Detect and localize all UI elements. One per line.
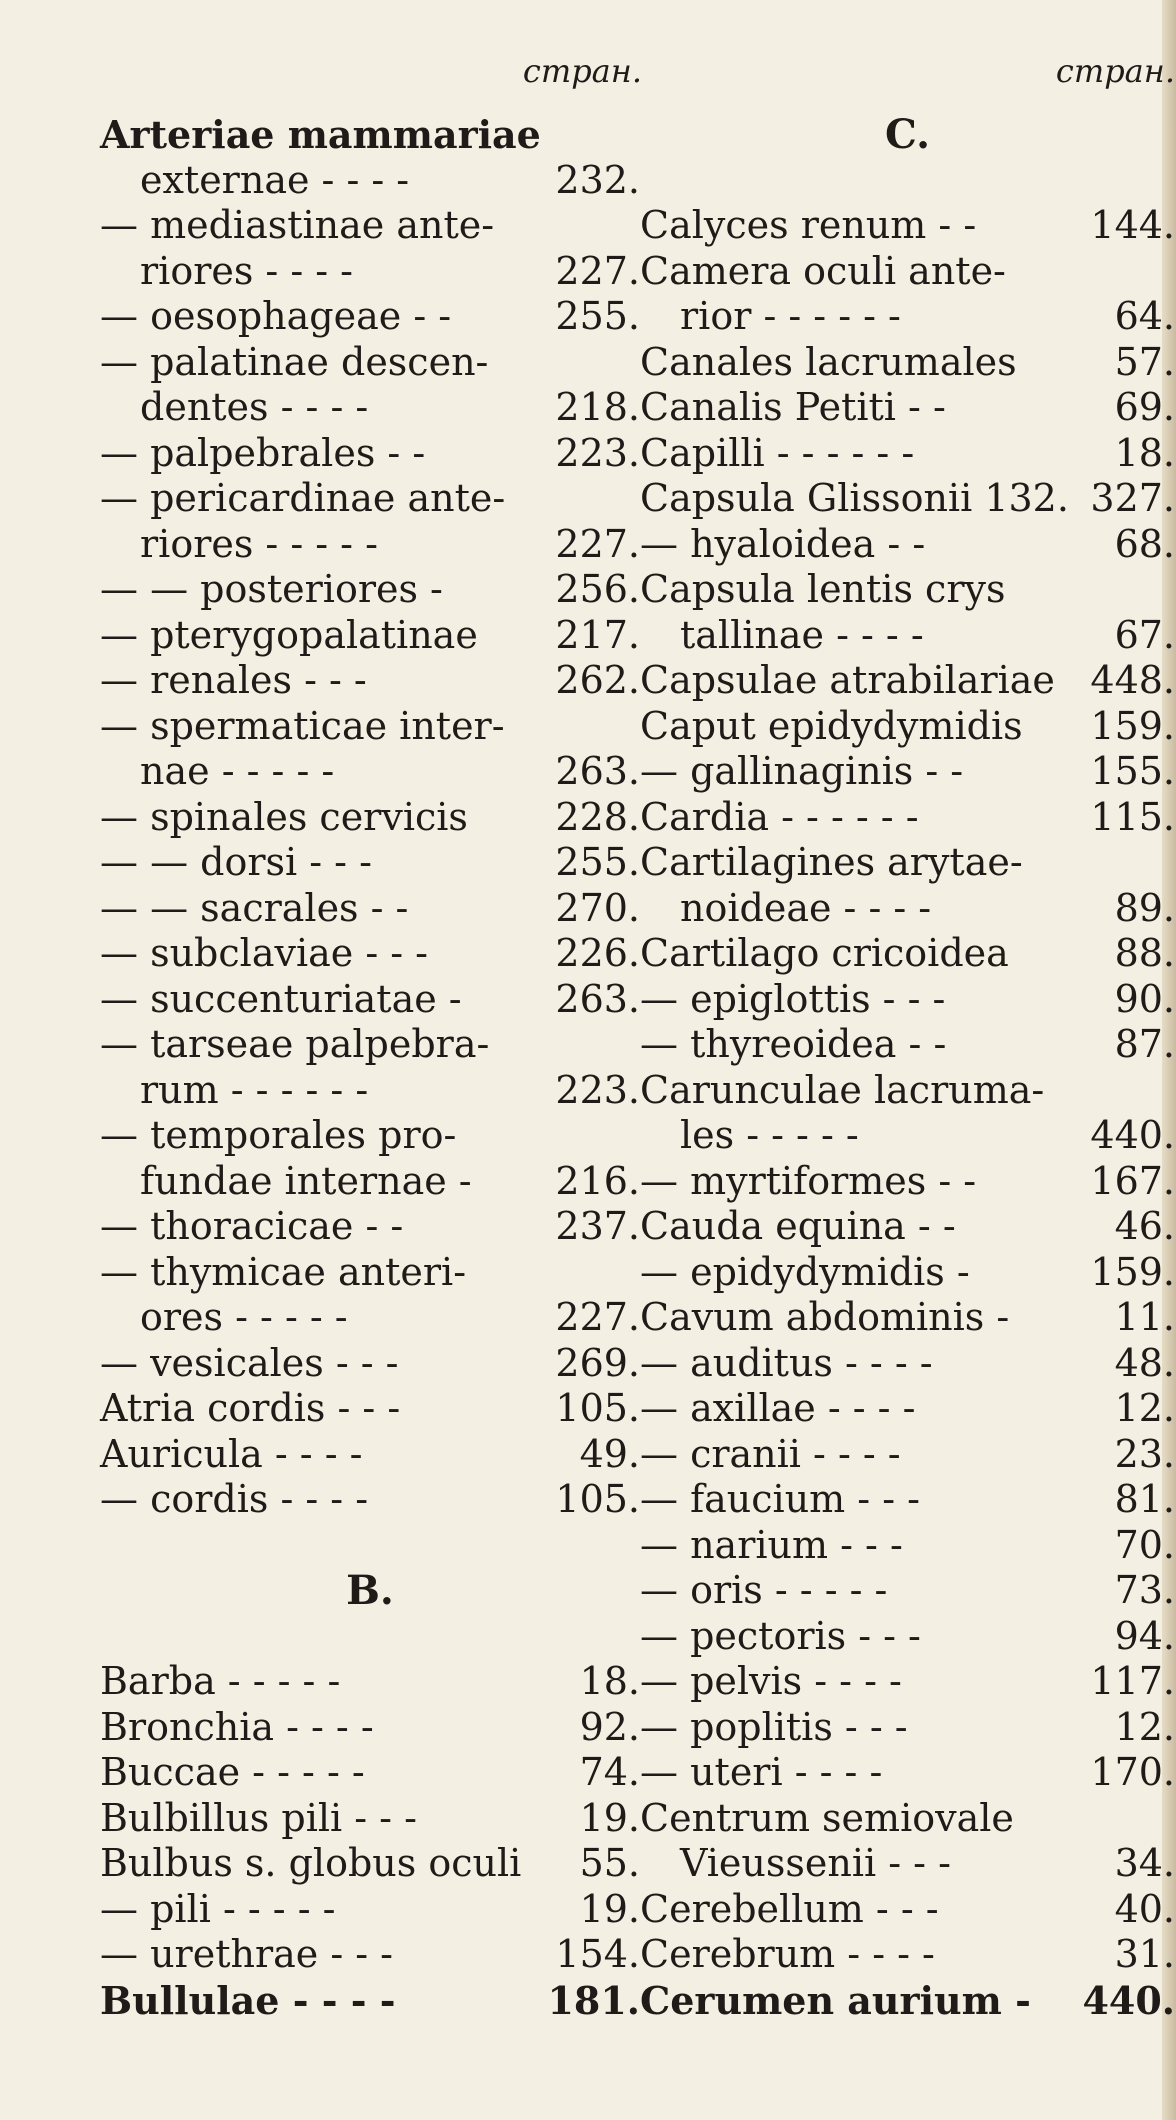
index-entry	[640, 840, 1175, 886]
index-entry	[640, 1659, 1175, 1705]
entry-term: — subclaviae - - -	[100, 931, 428, 975]
index-entry	[640, 1614, 1175, 1660]
entry-term: Capilli - - - - - -	[640, 430, 915, 475]
entry-page-number: 144.	[1090, 203, 1175, 247]
entry-term: Cartilagines arytae-	[640, 840, 1023, 884]
index-entry	[640, 1113, 1175, 1159]
entry-page-number: 223.	[555, 1067, 640, 1112]
entry-term: Canales lacrumales	[640, 339, 1017, 384]
entry-term: — spinales cervicis	[100, 794, 468, 839]
index-entry	[640, 1523, 1175, 1569]
entry-page-number: 255.	[555, 840, 640, 884]
entry-term: tallinae - - - -	[680, 612, 924, 657]
index-entry	[640, 704, 1175, 750]
entry-page-number: 440.	[1090, 1113, 1175, 1157]
section-letter: C.	[884, 111, 931, 158]
entry-term: riores - - - - -	[140, 521, 378, 566]
entry-term: Bulbillus pili - - -	[100, 1795, 417, 1840]
entry-term: — pelvis - - - -	[640, 1659, 902, 1703]
index-entry	[640, 1750, 1175, 1796]
entry-page-number: 40.	[1114, 1886, 1175, 1931]
index-entry	[100, 1295, 640, 1341]
index-entry	[640, 158, 1175, 204]
entry-page-number: 34.	[1114, 1841, 1175, 1885]
index-entry	[100, 658, 640, 704]
entry-term: — palpebrales - -	[100, 430, 426, 475]
entry-term: — palatinae descen-	[100, 339, 489, 384]
entry-term: Capsulae atrabilariae	[640, 658, 1055, 702]
entry-page-number: 228.	[555, 794, 640, 839]
entry-page-number: 67.	[1114, 612, 1175, 657]
index-entry	[640, 931, 1175, 977]
index-entry	[640, 203, 1175, 249]
entry-term: Bullulae - - - -	[100, 1977, 396, 2023]
entry-page-number: 68.	[1114, 521, 1175, 566]
entry-page-number: 23.	[1114, 1431, 1175, 1476]
entry-page-number: 49.	[579, 1431, 640, 1476]
entry-page-number: 46.	[1114, 1204, 1175, 1248]
entry-term: — spermaticae inter-	[100, 703, 505, 748]
entry-page-number: 255.	[555, 294, 640, 338]
entry-page-number: 448.	[1090, 658, 1175, 702]
index-entry	[640, 613, 1175, 659]
entry-term: Cerumen aurium -	[640, 1977, 1031, 2023]
entry-term: — mediastinae ante-	[100, 203, 495, 247]
entry-page-number: 88.	[1114, 931, 1175, 975]
entry-page-number: 57.	[1114, 339, 1175, 384]
entry-term: — hyaloidea - -	[640, 521, 926, 566]
entry-page-number: 181.	[547, 1977, 640, 2023]
entry-term: — oesophageae - -	[100, 294, 452, 338]
entry-page-number: 262.	[555, 658, 640, 702]
entry-term: Barba - - - - -	[100, 1659, 341, 1703]
index-entry	[100, 1705, 640, 1751]
index-entry	[100, 886, 640, 932]
entry-term: Cerebellum - - -	[640, 1886, 939, 1931]
entry-page-number: 64.	[1114, 294, 1175, 338]
entry-page-number: 19.	[579, 1886, 640, 1931]
entry-term: Auricula - - - -	[100, 1431, 363, 1476]
entry-page-number: 327.	[1090, 476, 1175, 520]
index-entry	[640, 795, 1175, 841]
index-entry	[100, 1978, 640, 2024]
index-entry	[100, 112, 640, 158]
index-entry	[640, 1341, 1175, 1387]
index-entry	[100, 1932, 640, 1978]
entry-term: les - - - - -	[680, 1113, 859, 1157]
entry-term: — thoracicae - -	[100, 1204, 404, 1248]
index-entry	[100, 1022, 640, 1068]
entry-term: — oris - - - - -	[640, 1568, 888, 1612]
entry-page-number: 48.	[1114, 1340, 1175, 1385]
entry-term: Cauda equina - -	[640, 1204, 956, 1248]
entry-page-number: 73.	[1114, 1568, 1175, 1612]
entry-term: — auditus - - - -	[640, 1340, 933, 1385]
index-entry	[100, 1796, 640, 1842]
entry-term: — thymicae anteri-	[100, 1249, 467, 1294]
page-column-header: стран.	[522, 52, 642, 90]
entry-term: Cartilago cricoidea	[640, 931, 1009, 975]
entry-term: Bronchia - - - -	[100, 1704, 374, 1749]
index-entry	[100, 1341, 640, 1387]
entry-page-number: 11.	[1114, 1295, 1175, 1339]
entry-page-number: 223.	[555, 430, 640, 475]
index-entry	[100, 1750, 640, 1796]
index-entry	[100, 1432, 640, 1478]
entry-page-number: 115.	[1090, 794, 1175, 839]
entry-page-number: 227.	[555, 1295, 640, 1339]
entry-page-number: 270.	[555, 885, 640, 930]
entry-term: noideae - - - -	[680, 885, 932, 930]
entry-term: externae - - - -	[140, 157, 410, 202]
entry-term: — — dorsi - - -	[100, 840, 372, 884]
index-entry	[100, 795, 640, 841]
entry-page-number: 232.	[555, 157, 640, 202]
entry-page-number: 18.	[579, 1659, 640, 1703]
index-entry	[640, 886, 1175, 932]
index-entry	[640, 1932, 1175, 1978]
index-entry	[640, 567, 1175, 613]
entry-term: Capsula lentis crys	[640, 567, 1006, 611]
entry-term: Bulbus s. globus oculi	[100, 1841, 522, 1885]
index-entry	[100, 977, 640, 1023]
index-entry	[100, 1523, 640, 1569]
page-column-header: стран.	[1055, 52, 1175, 90]
index-entry	[100, 567, 640, 613]
entry-page-number: 70.	[1114, 1522, 1175, 1567]
index-entry	[100, 522, 640, 568]
entry-term: — renales - - -	[100, 658, 367, 702]
entry-term: — epiglottis - - -	[640, 976, 946, 1021]
entry-page-number: 81.	[1114, 1477, 1175, 1521]
index-entry	[100, 158, 640, 204]
index-entry	[640, 1568, 1175, 1614]
index-entry	[100, 340, 640, 386]
entry-page-number: 269.	[555, 1340, 640, 1385]
entry-term: — faucium - - -	[640, 1477, 920, 1521]
entry-term: Buccae - - - - -	[100, 1750, 365, 1794]
entry-term: — thyreoidea - -	[640, 1022, 947, 1066]
index-entry	[100, 1113, 640, 1159]
entry-term: — pectoris - - -	[640, 1613, 921, 1658]
entry-page-number: 31.	[1114, 1932, 1175, 1976]
entry-term: rior - - - - - -	[680, 294, 901, 338]
index-entry	[640, 294, 1175, 340]
index-entry	[100, 203, 640, 249]
index-entry	[640, 431, 1175, 477]
index-entry	[100, 431, 640, 477]
entry-page-number: 69.	[1114, 385, 1175, 429]
index-entry	[640, 977, 1175, 1023]
index-entry	[100, 840, 640, 886]
index-entry	[100, 1386, 640, 1432]
entry-page-number: 92.	[579, 1704, 640, 1749]
entry-term: — pterygopalatinae	[100, 612, 478, 657]
index-entry	[640, 1068, 1175, 1114]
index-entry	[100, 249, 640, 295]
index-entry	[640, 249, 1175, 295]
entry-page-number: 159.	[1090, 1249, 1175, 1294]
index-entry	[640, 1250, 1175, 1296]
entry-term: Calyces renum - -	[640, 203, 977, 247]
entry-page-number: 227.	[555, 521, 640, 566]
index-entry	[100, 1477, 640, 1523]
entry-term: fundae internae -	[140, 1158, 472, 1203]
entry-page-number: 94.	[1114, 1613, 1175, 1658]
entry-term: ores - - - - -	[140, 1295, 348, 1339]
index-entry	[640, 1477, 1175, 1523]
entry-term: Cardia - - - - - -	[640, 794, 919, 839]
entry-term: nae - - - - -	[140, 749, 335, 793]
entry-term: — pericardinae ante-	[100, 476, 506, 520]
index-entry	[100, 1887, 640, 1933]
entry-page-number: 87.	[1114, 1022, 1175, 1066]
entry-page-number: 216.	[555, 1158, 640, 1203]
entry-term: — tarseae palpebra-	[100, 1022, 490, 1066]
entry-term: — narium - - -	[640, 1522, 903, 1567]
entry-page-number: 55.	[579, 1841, 640, 1885]
index-entry	[100, 704, 640, 750]
index-entry	[640, 1887, 1175, 1933]
index-entry	[640, 1386, 1175, 1432]
entry-page-number: 237.	[555, 1204, 640, 1248]
index-entry	[640, 1295, 1175, 1341]
index-entry	[100, 1841, 640, 1887]
index-entry	[640, 385, 1175, 431]
entry-term: Cerebrum - - - -	[640, 1932, 935, 1976]
index-entry	[100, 1159, 640, 1205]
entry-term: Caput epidydymidis	[640, 703, 1023, 748]
index-entry	[640, 1204, 1175, 1250]
entry-page-number: 226.	[555, 931, 640, 975]
entry-page-number: 18.	[1114, 430, 1175, 475]
entry-page-number: 227.	[555, 248, 640, 293]
entry-page-number: 167.	[1090, 1158, 1175, 1203]
entry-term: — poplitis - - -	[640, 1704, 908, 1749]
left-entries	[100, 112, 640, 2023]
index-entry	[640, 476, 1175, 522]
entry-term: Camera oculi ante-	[640, 248, 1006, 293]
index-entry	[640, 522, 1175, 568]
entry-term: Centrum semiovale	[640, 1795, 1014, 1840]
index-entry	[100, 1068, 640, 1114]
index-entry	[640, 1978, 1175, 2024]
entry-term: Carunculae lacruma-	[640, 1067, 1045, 1112]
index-entry	[100, 476, 640, 522]
entry-term: — vesicales - - -	[100, 1340, 399, 1385]
entry-term: Canalis Petiti - -	[640, 385, 946, 429]
index-entry	[640, 1796, 1175, 1842]
index-entry	[640, 1159, 1175, 1205]
entry-page-number: 440.	[1082, 1977, 1175, 2023]
index-entry	[100, 385, 640, 431]
entry-term: — axillae - - - -	[640, 1386, 916, 1430]
entry-page-number: 256.	[555, 567, 640, 611]
entry-term: — — posteriores -	[100, 567, 443, 611]
entry-term: Atria cordis - - -	[100, 1386, 401, 1430]
entry-term: rum - - - - - -	[140, 1067, 369, 1112]
section-letter: B.	[346, 1567, 394, 1614]
entry-term: — epidydymidis -	[640, 1249, 970, 1294]
entry-term: Capsula Glissonii 132.	[640, 476, 1069, 520]
entry-page-number: 117.	[1090, 1659, 1175, 1703]
entry-term: — succenturiatae -	[100, 976, 462, 1021]
entry-page-number: 263.	[555, 749, 640, 793]
index-entry	[100, 1614, 640, 1660]
index-entry	[100, 931, 640, 977]
entry-page-number: 159.	[1090, 703, 1175, 748]
entry-page-number: 105.	[555, 1477, 640, 1521]
index-entry	[100, 1659, 640, 1705]
entry-term: — pili - - - - -	[100, 1886, 336, 1931]
entry-term: riores - - - -	[140, 248, 354, 293]
entry-term: — gallinaginis - -	[640, 749, 964, 793]
index-entry	[640, 340, 1175, 386]
entry-page-number: 155.	[1090, 749, 1175, 793]
right-entries	[640, 112, 1175, 2023]
entry-page-number: 12.	[1114, 1386, 1175, 1430]
entry-page-number: 90.	[1114, 976, 1175, 1021]
entry-page-number: 19.	[579, 1795, 640, 1840]
entry-page-number: 74.	[579, 1750, 640, 1794]
index-entry	[640, 1432, 1175, 1478]
entry-page-number: 105.	[555, 1386, 640, 1430]
entry-term: — urethrae - - -	[100, 1932, 394, 1976]
entry-term: — temporales pro-	[100, 1113, 457, 1157]
entry-page-number: 263.	[555, 976, 640, 1021]
entry-term: dentes - - - -	[140, 385, 369, 429]
entry-term: Vieussenii - - -	[680, 1841, 951, 1885]
entry-term: — uteri - - - -	[640, 1750, 883, 1794]
entry-page-number: 12.	[1114, 1704, 1175, 1749]
entry-page-number: 89.	[1114, 885, 1175, 930]
index-entry	[100, 613, 640, 659]
entry-page-number: 154.	[555, 1932, 640, 1976]
index-entry	[640, 1841, 1175, 1887]
entry-term: Arteriae mammariae	[100, 112, 541, 157]
entry-page-number: 217.	[555, 612, 640, 657]
index-entry	[100, 294, 640, 340]
entry-term: — myrtiformes - -	[640, 1158, 977, 1203]
index-entry	[100, 1204, 640, 1250]
entry-term: — — sacrales - -	[100, 885, 409, 930]
entry-term: — cordis - - - -	[100, 1477, 369, 1521]
entry-page-number: 170.	[1090, 1750, 1175, 1794]
entry-page-number: 218.	[555, 385, 640, 429]
index-entry	[640, 1022, 1175, 1068]
index-entry	[640, 749, 1175, 795]
entry-term: — cranii - - - -	[640, 1431, 901, 1476]
index-entry	[640, 1705, 1175, 1751]
entry-term: Cavum abdominis -	[640, 1295, 1010, 1339]
index-entry	[100, 1250, 640, 1296]
index-entry	[640, 658, 1175, 704]
index-entry	[100, 749, 640, 795]
